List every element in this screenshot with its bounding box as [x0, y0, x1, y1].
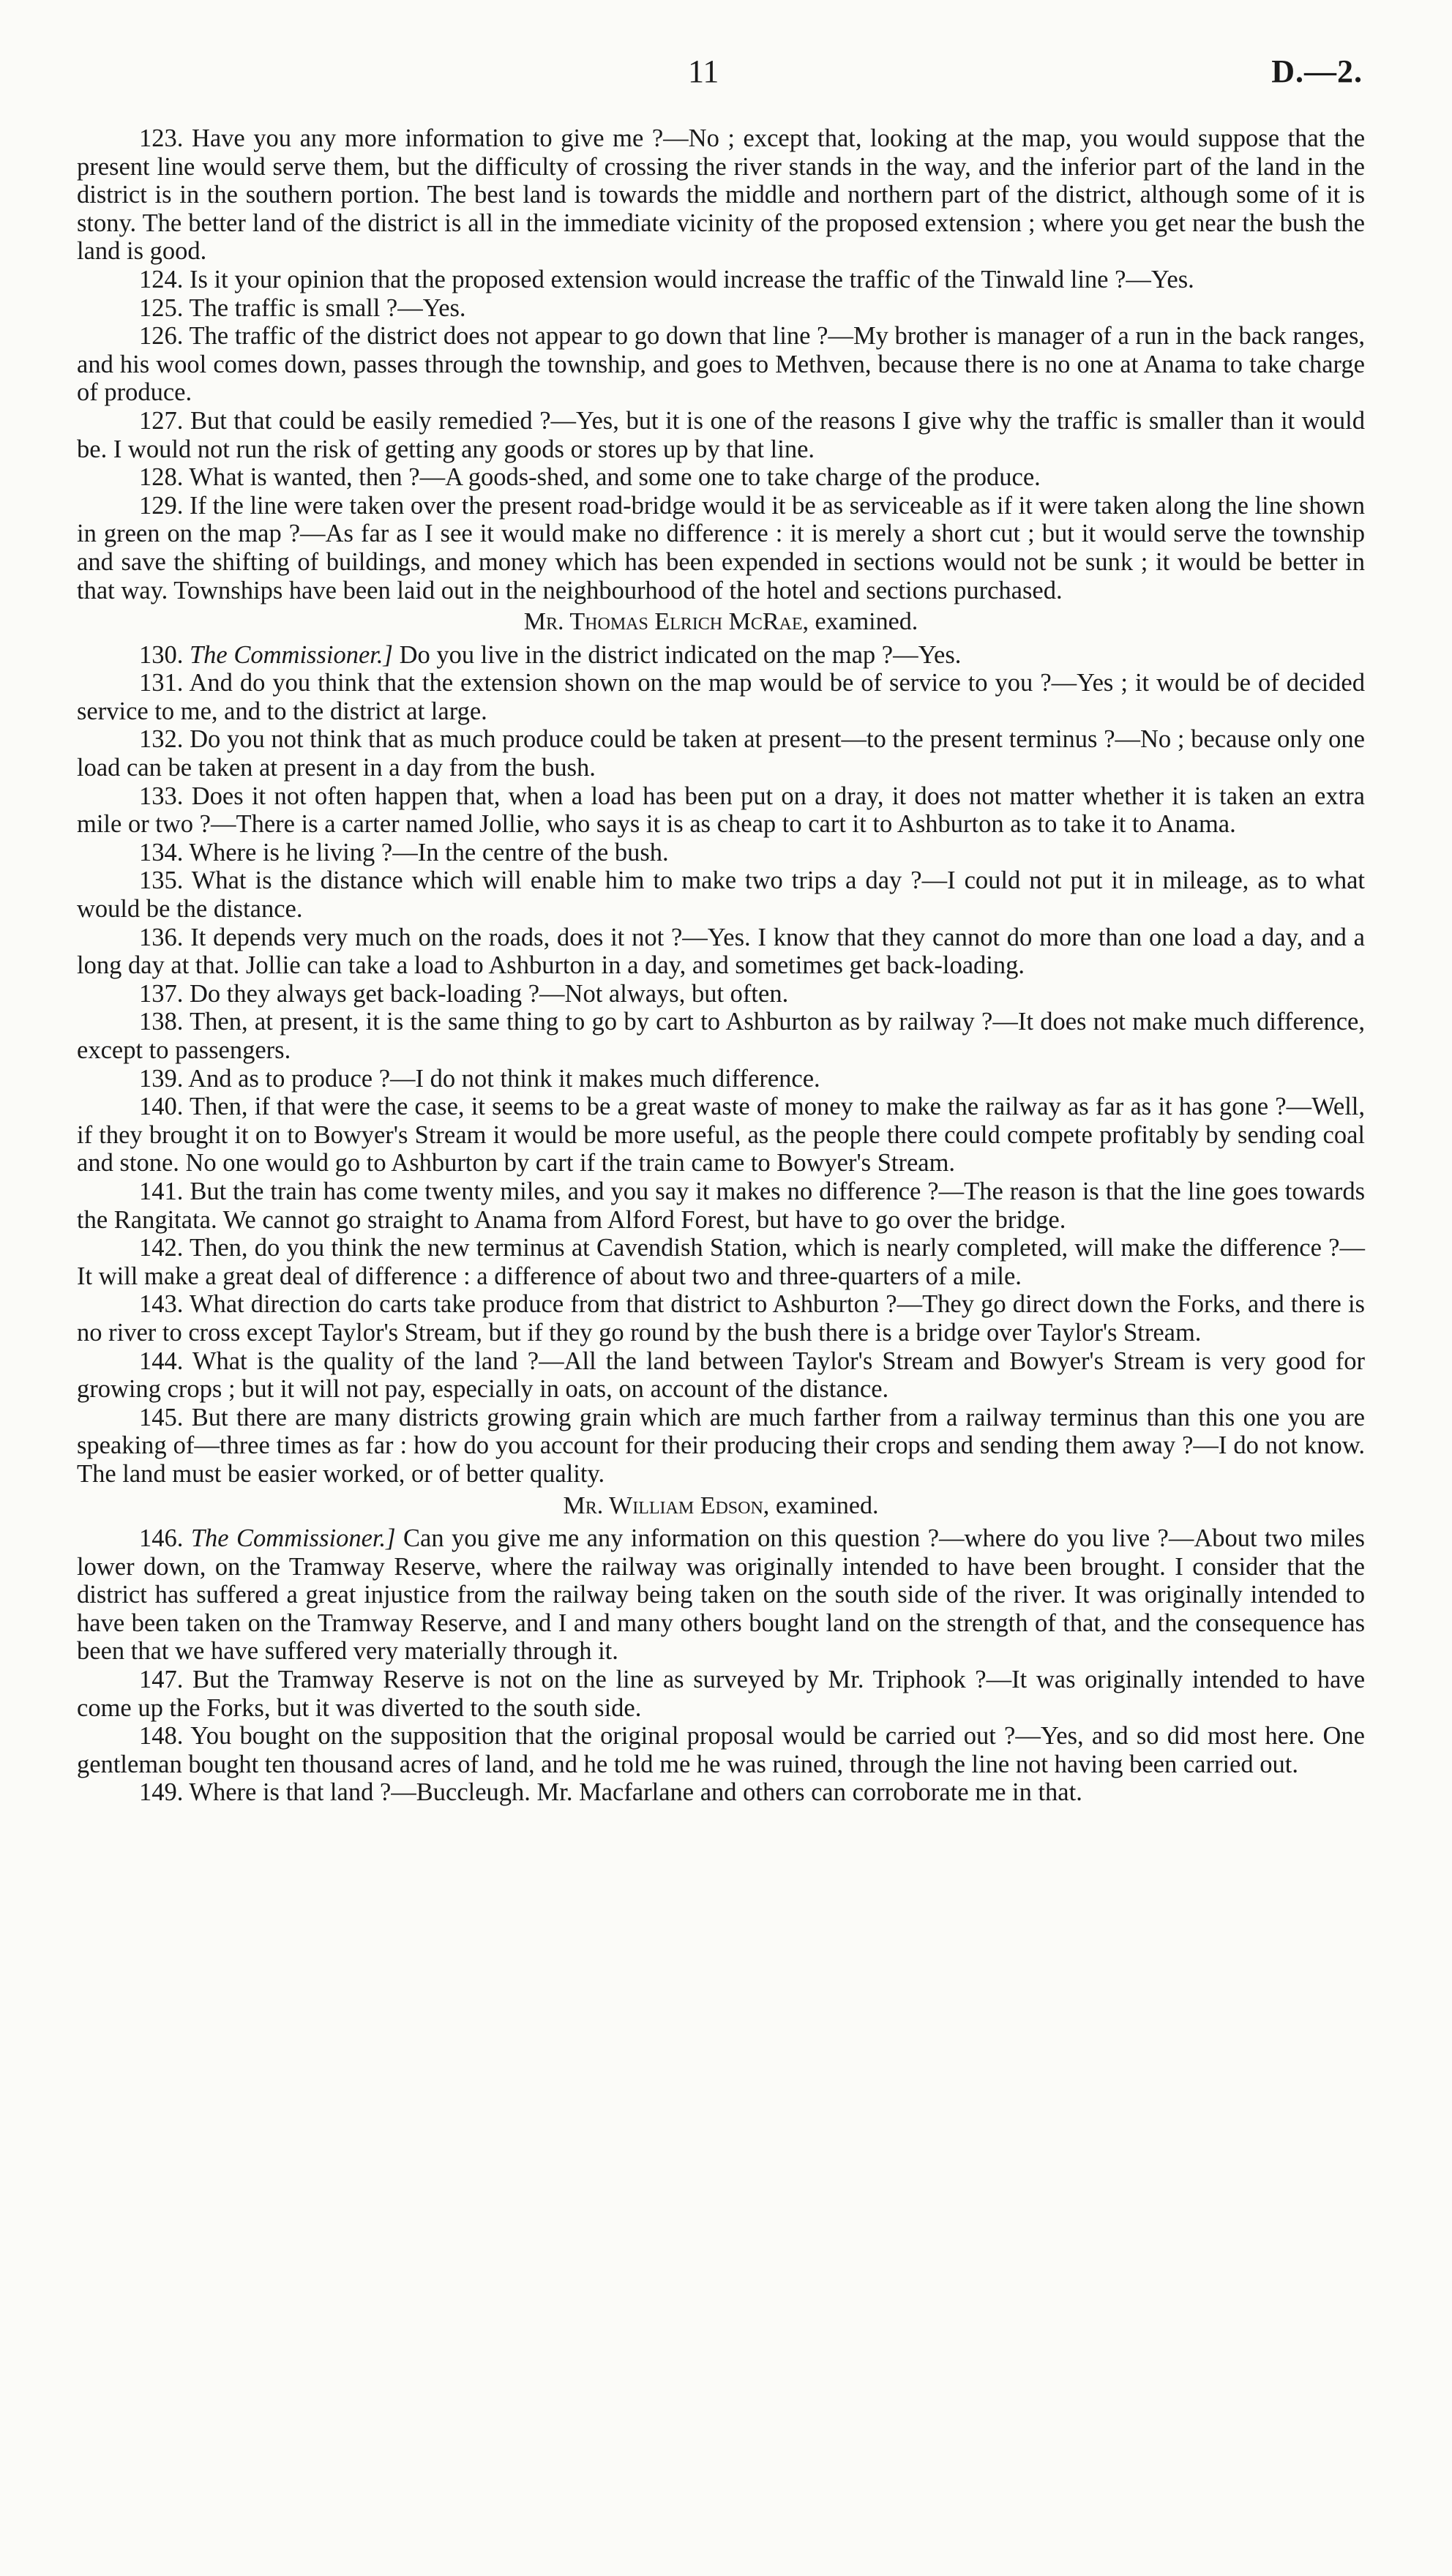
paragraph-text: Do you not think that as much produce could be taken at present—to the present terminus ?—No ; because only one load can be taken at present in a day from the bush. [77, 725, 1365, 782]
qa-paragraph [77, 1722, 1365, 1778]
qa-paragraph [77, 839, 1365, 867]
qa-paragraph [77, 1008, 1365, 1064]
qa-paragraph [77, 1065, 1365, 1093]
qa-paragraph [77, 322, 1365, 407]
paragraph-text: But the Tramway Reserve is not on the line as surveyed by Mr. Triphook ?—It was originally intended to have come up the Forks, but it was diverted to the south side. [77, 1666, 1366, 1722]
qa-paragraph [77, 1347, 1365, 1404]
document-body [77, 124, 1365, 1807]
question-number: 127. [139, 406, 184, 435]
qa-paragraph [77, 124, 1365, 266]
qa-paragraph [77, 1524, 1365, 1666]
qa-paragraph [77, 1666, 1365, 1722]
qa-paragraph [77, 924, 1365, 980]
qa-paragraph [77, 1778, 1365, 1807]
qa-paragraph [77, 1404, 1365, 1489]
question-number: 134. [139, 838, 184, 866]
paragraph-text: Then, at present, it is the same thing to go by cart to Ashburton as by railway ?—It does not make much difference, except to passengers. [77, 1008, 1365, 1064]
question-number: 138. [139, 1008, 184, 1036]
question-number: 133. [139, 782, 184, 810]
paragraph-text: Is it your opinion that the proposed extension would increase the traffic of the Tinwald line ?—Yes. [190, 265, 1194, 293]
paragraph-text: Where is that land ?—Buccleugh. Mr. Macfarlane and others can corroborate me in that. [189, 1778, 1082, 1807]
question-number: 149. [139, 1778, 184, 1807]
paragraph-text: The traffic is small ?—Yes. [189, 293, 466, 322]
witness-heading-suffix: examined. [769, 1491, 879, 1519]
witness-name: Mr. William Edson, [563, 1491, 770, 1519]
question-number: 147. [139, 1666, 184, 1694]
paragraph-text: If the line were taken over the present road-bridge would it be as serviceable as if it were taken along the line shown in green on the map ?—As far as I see it would make no difference : it is merely a short cut ; but it would serve the township and save the shifting of buildings, and money which has been expended in sections would not be sunk ; it would be better in that way. Townships have been laid out in the neighbourhood of the hotel and sections purchased. [77, 491, 1365, 604]
witness-heading [77, 608, 1365, 637]
question-number: 135. [139, 866, 184, 895]
qa-paragraph [77, 669, 1365, 725]
question-number: 136. [139, 923, 184, 951]
question-number: 144. [139, 1347, 184, 1375]
witness-name: Mr. Thomas Elrich McRae, [523, 608, 809, 636]
qa-paragraph [77, 866, 1365, 923]
paragraph-text: And do you think that the extension shown on the map would be of service to you ?—Yes ; it would be of decided service to me, and to the district at large. [77, 669, 1365, 725]
paragraph-text: You bought on the supposition that the original proposal would be carried out ?—Yes, and so did most here. One gentleman bought ten thousand acres of land, and he told me he was ruined, through the line not having been carried out. [77, 1722, 1365, 1778]
paragraph-text: But the train has come twenty miles, and you say it makes no difference ?—The reason is that the line goes towards the Rangitata. We cannot go straight to Anama from Alford Forest, but have to go over the bridge. [77, 1177, 1365, 1234]
question-number: 130. [139, 640, 184, 669]
paragraph-text: What is the quality of the land ?—All the land between Taylor's Stream and Bowyer's Stream is very good for growing crops ; but it will not pay, especially in oats, on account of the distance. [77, 1347, 1365, 1404]
qa-paragraph [77, 463, 1365, 492]
question-number: 142. [139, 1234, 184, 1262]
paragraph-text: It depends very much on the roads, does it not ?—Yes. I know that they cannot do more than one load a day, and a long day at that. Jollie can take a load to Ashburton in a day, and sometimes get back-loading. [77, 923, 1365, 980]
paragraph-text: The traffic of the district does not appear to go down that line ?—My brother is manager of a run in the back ranges, and his wool comes down, passes through the township, and goes to Methven, because there is no one at Anama to take charge of produce. [77, 322, 1365, 407]
question-number: 137. [139, 979, 184, 1008]
question-number: 123. [139, 124, 184, 152]
paragraph-text: What is wanted, then ?—A goods-shed, and some one to take charge of the produce. [189, 463, 1041, 492]
question-number: 128. [139, 463, 184, 492]
paragraph-text: But that could be easily remedied ?—Yes, but it is one of the reasons I give why the traffic is smaller than it would be. I would not run the risk of getting any goods or stores up by that line. [77, 406, 1365, 463]
speaker-lead: The Commissioner.] [190, 640, 393, 669]
qa-paragraph [77, 641, 1365, 670]
question-number: 146. [139, 1524, 184, 1553]
question-number: 124. [139, 265, 184, 293]
question-number: 129. [139, 491, 184, 520]
document-reference: D.—2. [1271, 53, 1363, 89]
paragraph-text: Where is he living ?—In the centre of the bush. [189, 838, 669, 866]
qa-paragraph [77, 1234, 1365, 1290]
qa-paragraph [77, 980, 1365, 1008]
question-number: 131. [139, 669, 184, 697]
question-number: 140. [139, 1093, 184, 1121]
page-number: 11 [688, 53, 719, 89]
witness-heading-suffix: examined. [809, 608, 918, 636]
paragraph-text: But there are many districts growing grain which are much farther from a railway terminus than this one you are speaking of—three times as far : how do you account for their producing their crops and sending them away ?—I do not know. The land must be easier worked, or of better quality. [77, 1403, 1365, 1488]
question-number: 145. [139, 1403, 184, 1431]
qa-paragraph [77, 294, 1365, 323]
qa-paragraph [77, 492, 1365, 604]
paragraph-text: What is the distance which will enable him to make two trips a day ?—I could not put it in mileage, as to what would be the distance. [77, 866, 1365, 924]
qa-paragraph [77, 1290, 1365, 1347]
qa-paragraph [77, 407, 1365, 463]
qa-paragraph [77, 725, 1365, 782]
question-number: 126. [139, 322, 184, 351]
paragraph-text: Do they always get back-loading ?—Not always, but often. [190, 979, 789, 1008]
paragraph-text: Can you give me any information on this question ?—where do you live ?—About two miles lower down, on the Tramway Reserve, where the railway was originally intended to have been brought. I consider that the district has suffered a great injustice from the railway being taken on the south side of the river. It was originally intended to have been taken on the Tramway Reserve, and I and many others bought land on the strength of that, and the consequence has been that we have suffered very materially through it. [77, 1524, 1365, 1666]
qa-paragraph [77, 782, 1365, 839]
question-number: 132. [139, 725, 184, 754]
paragraph-text: What direction do carts take produce from that district to Ashburton ?—They go direct down the Forks, and there is no river to cross except Taylor's Stream, but if they go round by the bush there is a bridge over Taylor's Stream. [77, 1290, 1365, 1347]
question-number: 139. [139, 1064, 184, 1093]
paragraph-text: And as to produce ?—I do not think it makes much difference. [188, 1064, 820, 1093]
qa-paragraph [77, 1093, 1365, 1177]
speaker-lead: The Commissioner.] [190, 1524, 396, 1553]
paragraph-text: Do you live in the district indicated on the map ?—Yes. [392, 640, 962, 669]
paragraph-text: Then, do you think the new terminus at Cavendish Station, which is nearly completed, will make the difference ?—It will make a great deal of difference : a difference of about two and three-quarters of a mile. [77, 1234, 1365, 1290]
question-number: 141. [139, 1177, 184, 1205]
paragraph-text: Does it not often happen that, when a load has been put on a dray, it does not matter whether it is taken an extra mile or two ?—There is a carter named Jollie, who says it is as cheap to cart it to Ashburton as to take it to Anama. [77, 782, 1365, 839]
paragraph-text: Have you any more information to give me ?—No ; except that, looking at the map, you would suppose that the present line would serve them, but the difficulty of crossing the river stands in the way, and the inferior part of the land in the district is in the southern portion. The best land is towards the middle and northern part of the district, although some of it is stony. The better land of the district is all in the immediate vicinity of the proposed extension ; where you get near the bush the land is good. [77, 124, 1366, 266]
witness-heading [77, 1492, 1365, 1521]
question-number: 143. [139, 1290, 184, 1319]
qa-paragraph [77, 266, 1365, 294]
qa-paragraph [77, 1177, 1365, 1234]
paragraph-text: Then, if that were the case, it seems to be a great waste of money to make the railway as far as it has gone ?—Well, if they brought it on to Bowyer's Stream it would be more useful, as the people there could compete profitably by sending coal and stone. No one would go to Ashburton by cart if the train came to Bowyer's Stream. [77, 1093, 1365, 1177]
question-number: 125. [139, 293, 184, 322]
question-number: 148. [139, 1722, 184, 1751]
